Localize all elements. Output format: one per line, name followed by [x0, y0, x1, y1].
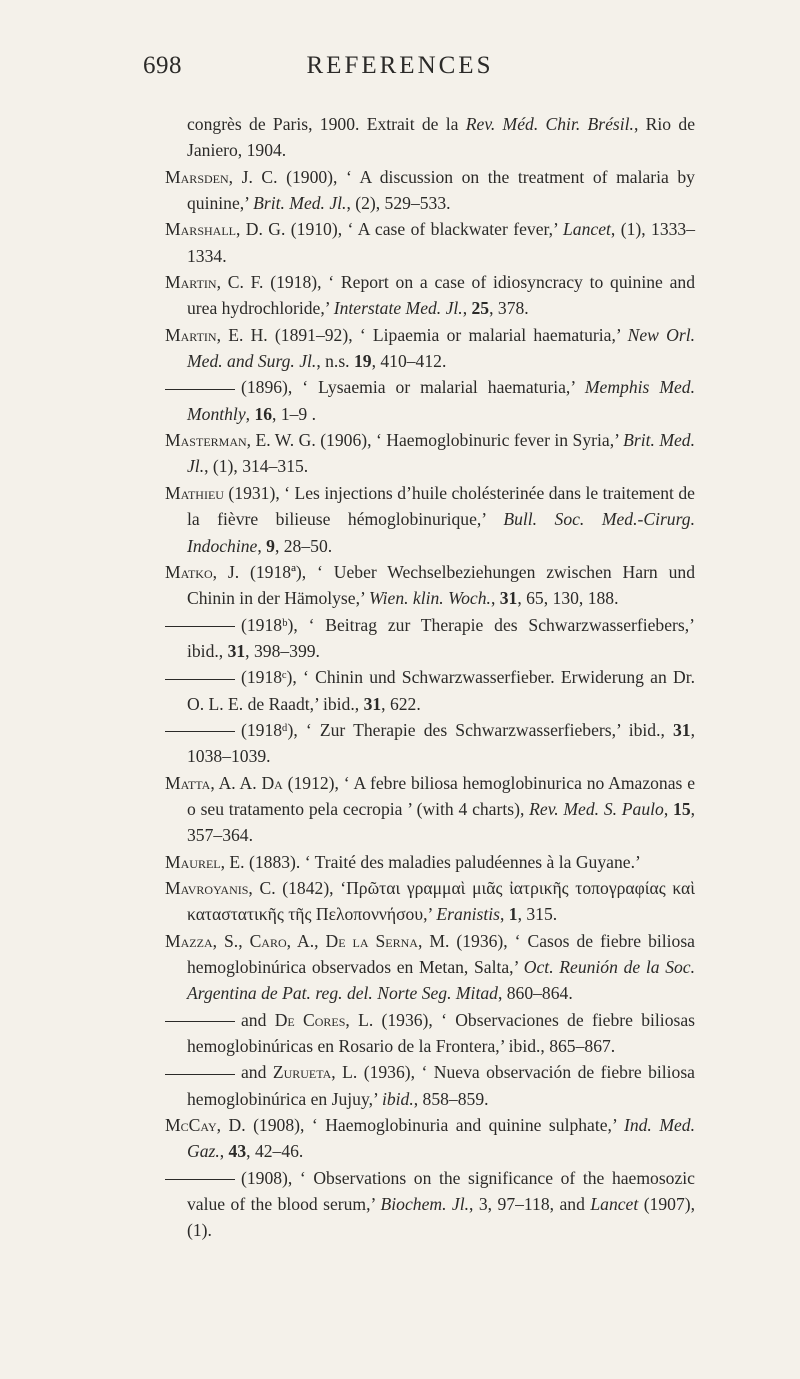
page-header — [0, 52, 800, 92]
reference-author: Martin, C. F. — [165, 272, 264, 293]
reference-volume: 43 — [228, 1141, 247, 1162]
reference-title: congrès de Paris, 1900. Extrait de la — [187, 114, 466, 134]
reference-title: (1910), ‘ A case of blackwater fever,’ — [285, 219, 564, 240]
reference-title: (1936), ‘ Nueva observación de fiebre biliosa hemoglobinúrica en Jujuy,’ — [187, 1062, 695, 1109]
reference-title: (1906), ‘ Haemoglobinuric fever in Syria,’ — [315, 430, 624, 451]
reference-source: Eranistis — [436, 904, 500, 925]
reference-source: Ind. Med. Gaz. — [187, 1115, 695, 1162]
reference-pages: , 1038–1039. — [187, 719, 695, 767]
ditto-dash — [165, 626, 235, 627]
reference-source: Oct. Reunión de la Soc. Argentina de Pat. reg. del. Norte Seg. Mitad — [187, 957, 695, 1004]
ditto-dash — [165, 1074, 235, 1075]
reference-title: and — [241, 1009, 275, 1030]
reference-title: and — [241, 1062, 273, 1083]
reference-volume: 16 — [254, 403, 273, 424]
reference-author: Matko, J. — [165, 561, 240, 582]
reference-entry — [165, 374, 695, 427]
reference-entry — [165, 612, 695, 665]
reference-entry — [165, 322, 695, 375]
reference-entry — [165, 480, 695, 559]
reference-pages: , 28–50. — [274, 535, 333, 556]
reference-title: (1891–92), ‘ Lipaemia or malarial haematuria,’ — [267, 324, 628, 345]
reference-title: (1936), ‘ Observaciones de fiebre biliosas hemoglobinúricas en Rosario de la Frontera,’ ibid., 865–867. — [187, 1009, 695, 1057]
reference-details: , n.s. — [316, 351, 354, 372]
reference-title: (1931), ‘ Les injections d’huile cholésterinée dans le traitement de la fièvre bilieuse hémoglobinurique,’ — [187, 482, 695, 530]
reference-details: , — [462, 298, 472, 319]
reference-details: , 860–864. — [497, 983, 573, 1004]
reference-entry — [165, 111, 695, 164]
reference-pages: , 65, 130, 188. — [517, 588, 619, 609]
reference-volume: 19 — [353, 351, 372, 372]
reference-author: Matta, A. A. Da — [165, 772, 283, 793]
reference-title: (1936), ‘ Casos de fiebre biliosa hemoglobinúrica observados en Metan, Salta,’ — [187, 930, 695, 977]
reference-title: (1918ᶜ), ‘ Chinin und Schwarzwasserfieber. Erwiderung an Dr. O. L. E. de Raadt,’ ibid., — [187, 667, 695, 714]
reference-coauthor: Zurueta, L. — [272, 1062, 358, 1083]
reference-pages: , 622. — [381, 693, 421, 714]
reference-details: , — [663, 798, 674, 819]
reference-entry — [165, 1007, 695, 1060]
reference-volume: 31 — [227, 640, 246, 661]
reference-entry — [165, 216, 695, 269]
reference-details: (1907), (1). — [187, 1194, 696, 1241]
reference-source: Brit. Med. Jl. — [253, 193, 347, 214]
reference-details: , 3, 97–118, and — [469, 1194, 591, 1215]
reference-author: McCay, D. — [165, 1115, 246, 1136]
reference-title: (1918ᵈ), ‘ Zur Therapie des Schwarzwasserfiebers,’ ibid., — [241, 719, 673, 740]
reference-title: (1842), ‘Πρῶται γραμμαὶ μιᾶς ἰατρικῆς τοπογραφίας καὶ καταστατικῆς τῆς Πελοποννήσου,’ — [187, 877, 695, 925]
ditto-dash — [165, 731, 235, 732]
reference-pages: , 315. — [517, 904, 558, 925]
reference-source: Memphis Med. Monthly — [187, 377, 695, 424]
reference-volume: 9 — [266, 535, 275, 556]
reference-pages: , 410–412. — [371, 351, 447, 372]
reference-entry — [165, 1165, 695, 1244]
ditto-dash — [165, 1179, 235, 1180]
reference-source: Lancet — [590, 1194, 639, 1215]
reference-entry — [165, 1059, 695, 1112]
reference-entry — [165, 559, 695, 612]
reference-author: Mavroyanis, C. — [165, 877, 276, 898]
reference-pages: , 42–46. — [246, 1141, 304, 1162]
reference-source: Lancet — [563, 219, 611, 240]
reference-title: (1912), ‘ A febre biliosa hemoglobinurica no Amazonas e o seu tratamento pela cecropia ’ (with 4 charts), — [187, 772, 696, 819]
reference-details: , — [499, 904, 509, 925]
reference-pages: , 1–9 . — [272, 403, 317, 424]
reference-source: New Orl. Med. and Surg. Jl. — [187, 324, 695, 372]
reference-volume: 31 — [499, 588, 518, 609]
reference-coauthor: De Cores, L. — [274, 1009, 374, 1030]
reference-author: Masterman, E. W. G. — [165, 430, 316, 451]
reference-pages: , 398–399. — [245, 640, 320, 661]
reference-entry — [165, 269, 695, 322]
reference-volume: 25 — [471, 298, 490, 319]
running-head: REFERENCES — [306, 52, 494, 79]
reference-entry — [165, 717, 695, 770]
reference-author: Maurel, E. — [165, 851, 245, 872]
reference-author: Marshall, D. G. — [165, 219, 286, 240]
ditto-dash — [165, 679, 235, 680]
reference-details: , (2), 529–533. — [346, 193, 451, 214]
reference-title: (1900), ‘ A discussion on the treatment of malaria by quinine,’ — [187, 166, 695, 214]
reference-title: (1908), ‘ Observations on the significance of the haemosozic value of the blood serum,’ — [187, 1167, 695, 1215]
reference-source: ibid. — [381, 1088, 414, 1109]
reference-title: (1883). ‘ Traité des maladies paludéennes à la Guyane.’ — [244, 851, 641, 872]
reference-details: , — [257, 535, 267, 556]
reference-entry — [165, 664, 695, 717]
reference-entry — [165, 849, 695, 875]
reference-source: Interstate Med. Jl. — [333, 298, 463, 319]
reference-entry — [165, 928, 695, 1007]
reference-entry — [165, 164, 695, 217]
reference-source: Bull. Soc. Med.-Cirurg. Indochine — [187, 509, 695, 556]
reference-title: (1918ª), ‘ Ueber Wechselbeziehungen zwischen Harn und Chinin in der Hämolyse,’ — [187, 561, 695, 609]
reference-source: Biochem. Jl. — [380, 1194, 470, 1215]
reference-entry — [165, 770, 695, 849]
reference-source: Rev. Med. S. Paulo — [529, 798, 664, 819]
reference-entry — [165, 875, 695, 928]
reference-volume: 1 — [508, 904, 518, 925]
reference-details: , Rio de Janiero, 1904. — [187, 114, 695, 161]
reference-entry — [165, 1112, 695, 1165]
reference-author: Mathieu — [165, 482, 224, 503]
reference-volume: 15 — [673, 798, 691, 819]
reference-details: , — [490, 588, 500, 609]
reference-title: (1908), ‘ Haemoglobinuria and quinine sulphate,’ — [245, 1115, 624, 1136]
reference-source: Rev. Méd. Chir. Brésil. — [465, 114, 634, 134]
reference-author: Martin, E. H. — [165, 324, 268, 345]
reference-author: Marsden, J. C. — [165, 166, 278, 187]
reference-source: Brit. Med. Jl. — [187, 430, 695, 477]
reference-details: , (1), 314–315. — [204, 456, 309, 477]
reference-details: , 858–859. — [413, 1088, 489, 1109]
reference-title: (1896), ‘ Lysaemia or malarial haematuria,’ — [241, 377, 585, 398]
reference-pages: , 378. — [489, 298, 529, 319]
reference-details: , — [245, 403, 255, 424]
reference-pages: , 357–364. — [187, 798, 696, 846]
reference-title: (1918), ‘ Report on a case of idiosyncracy to quinine and urea hydrochloride,’ — [187, 272, 695, 319]
reference-source: Wien. klin. Woch. — [368, 588, 491, 609]
reference-title: (1918ᵇ), ‘ Beitrag zur Therapie des Schwarzwasserfiebers,’ ibid., — [187, 614, 695, 661]
reference-details: , (1), 1333–1334. — [187, 219, 696, 266]
reference-details: , — [219, 1141, 229, 1162]
ditto-dash — [165, 1021, 235, 1022]
ditto-dash — [165, 389, 235, 390]
page-number: 698 — [143, 52, 182, 79]
reference-list — [165, 111, 695, 1244]
reference-author: Mazza, S., Caro, A., De la Serna, M. — [165, 930, 450, 951]
reference-volume: 31 — [673, 719, 691, 740]
reference-entry — [165, 427, 695, 480]
reference-volume: 31 — [363, 693, 382, 714]
